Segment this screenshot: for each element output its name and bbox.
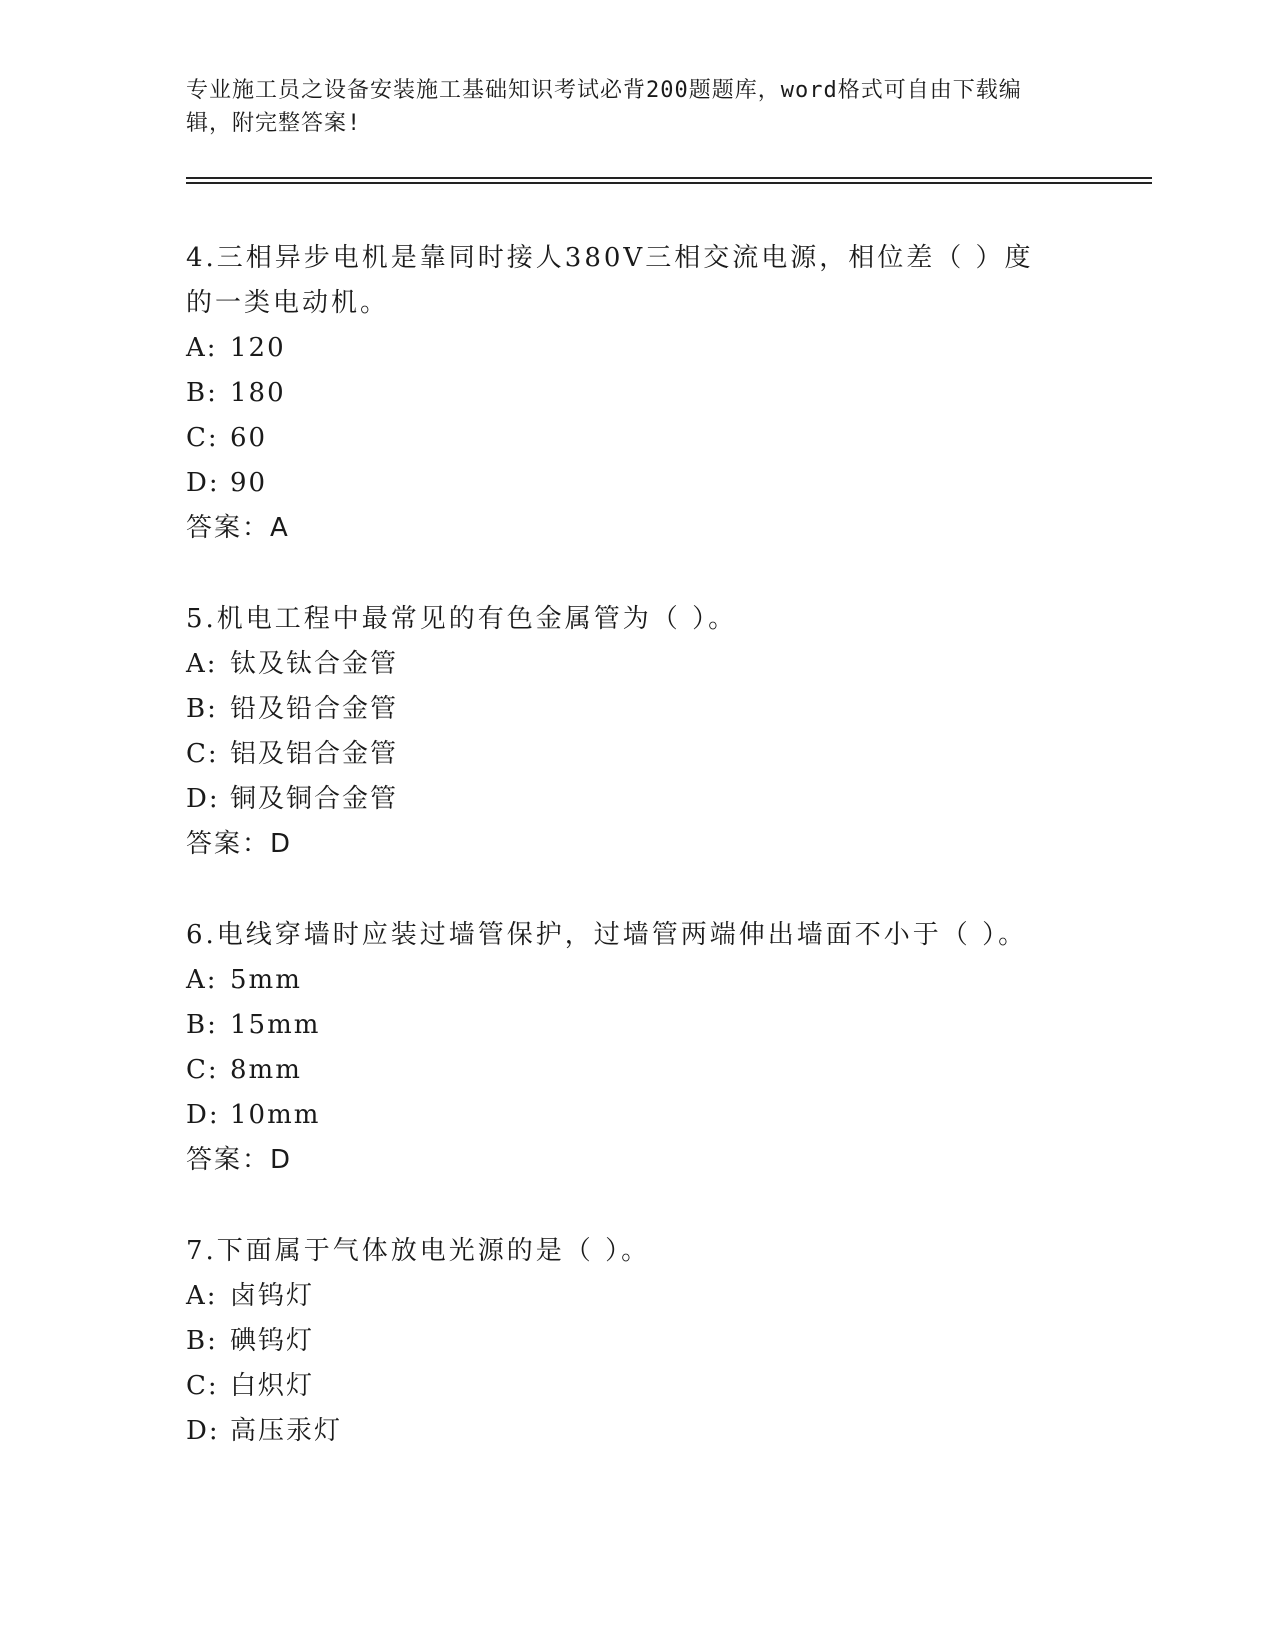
option-b bbox=[186, 1003, 1146, 1048]
option-text: 15mm bbox=[230, 1010, 321, 1040]
option-key: B: bbox=[186, 1326, 218, 1356]
option-a bbox=[186, 326, 1146, 371]
answer-line: 答案：D bbox=[186, 1145, 293, 1175]
option-key: C: bbox=[186, 1055, 219, 1085]
option-key: A: bbox=[186, 649, 218, 679]
option-text: 120 bbox=[230, 333, 286, 363]
option-text: 5mm bbox=[230, 965, 302, 995]
option-text: 10mm bbox=[230, 1100, 321, 1130]
option-d bbox=[186, 1093, 1146, 1138]
option-c bbox=[186, 732, 1146, 777]
option-key: C: bbox=[186, 423, 219, 453]
option-text: 180 bbox=[230, 378, 286, 408]
option-a bbox=[186, 642, 1146, 687]
option-text: 铝及铝合金管 bbox=[230, 739, 399, 769]
option-key: D: bbox=[186, 1100, 220, 1130]
question-stem: 7.下面属于气体放电光源的是（ ）。 bbox=[186, 1236, 651, 1266]
question-6 bbox=[186, 913, 1146, 1183]
option-b bbox=[186, 687, 1146, 732]
option-text: 碘钨灯 bbox=[230, 1326, 315, 1356]
option-text: 高压汞灯 bbox=[230, 1416, 343, 1446]
option-text: 白炽灯 bbox=[230, 1371, 315, 1401]
option-key: A: bbox=[186, 965, 218, 995]
option-text: 卤钨灯 bbox=[230, 1281, 315, 1311]
document-header: 专业施工员之设备安装施工基础知识考试必背200题题库，word格式可自由下载编辑，附完整答案! bbox=[186, 78, 1022, 136]
option-key: B: bbox=[186, 694, 218, 724]
option-text: 铜及铜合金管 bbox=[230, 784, 399, 814]
question-5 bbox=[186, 597, 1146, 867]
option-text: 铅及铅合金管 bbox=[230, 694, 399, 724]
option-key: D: bbox=[186, 468, 220, 498]
option-key: C: bbox=[186, 739, 219, 769]
question-list bbox=[186, 236, 1146, 1500]
answer-line: 答案：D bbox=[186, 829, 293, 859]
option-text: 60 bbox=[230, 423, 268, 453]
question-stem: 5.机电工程中最常见的有色金属管为（ ）。 bbox=[186, 604, 738, 634]
question-stem: 6.电线穿墙时应装过墙管保护，过墙管两端伸出墙面不小于（ ）。 bbox=[186, 920, 1028, 950]
option-c bbox=[186, 1364, 1146, 1409]
option-key: D: bbox=[186, 784, 220, 814]
option-key: B: bbox=[186, 378, 218, 408]
answer-line: 答案：A bbox=[186, 513, 290, 543]
option-key: A: bbox=[186, 333, 218, 363]
option-d bbox=[186, 461, 1146, 506]
option-key: D: bbox=[186, 1416, 220, 1446]
option-b bbox=[186, 371, 1146, 416]
option-key: A: bbox=[186, 1281, 218, 1311]
header-double-rule bbox=[186, 177, 1152, 184]
option-c bbox=[186, 416, 1146, 461]
question-4 bbox=[186, 236, 1146, 551]
option-key: B: bbox=[186, 1010, 218, 1040]
option-a bbox=[186, 958, 1146, 1003]
option-b bbox=[186, 1319, 1146, 1364]
question-stem: 4.三相异步电机是靠同时接人380V三相交流电源，相位差（ ）度的一类电动机。 bbox=[186, 243, 1034, 318]
option-text: 钛及钛合金管 bbox=[230, 649, 399, 679]
option-a bbox=[186, 1274, 1146, 1319]
option-c bbox=[186, 1048, 1146, 1093]
question-7 bbox=[186, 1229, 1146, 1454]
option-text: 8mm bbox=[230, 1055, 302, 1085]
option-d bbox=[186, 1409, 1146, 1454]
option-d bbox=[186, 777, 1146, 822]
option-text: 90 bbox=[230, 468, 268, 498]
option-key: C: bbox=[186, 1371, 219, 1401]
